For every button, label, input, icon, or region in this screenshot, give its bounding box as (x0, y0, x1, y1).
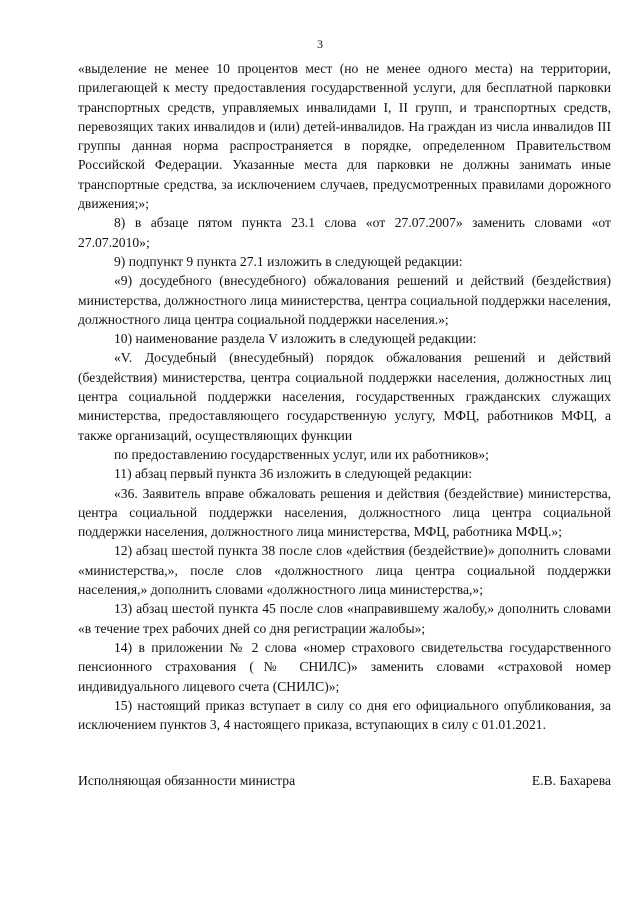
paragraph-quote-section-v-end: по предоставлению государственных услуг, или их работников»; (114, 446, 489, 462)
document-body (78, 59, 611, 734)
signatory-name: Е.В. Бахарева (531, 773, 611, 788)
paragraph-item-13: 13) абзац шестой пункта 45 после слов «направившему жалобу,» дополнить словами «в течение трех рабочих дней со дня регистрации жалобы»; (78, 601, 611, 636)
paragraph-quote-36: «36. Заявитель вправе обжаловать решения и действия (бездействие) министерства, центра социальной поддержки населения, должностного лица центра социальной поддержки населения, должностного лица министерства, МФЦ, работника МФЦ.»; (78, 485, 611, 540)
paragraph-item-10: 10) наименование раздела V изложить в следующей редакции: (114, 331, 477, 347)
paragraph-quote-9: «9) досудебного (внесудебного) обжалования решений и действий (бездействия) министерства, должностного лица министерства, центра социальной поддержки населения, должностного лица центра социальной поддержки населения.»; (78, 273, 611, 327)
signature-block (78, 771, 611, 790)
paragraph-item-15: 15) настоящий приказ вступает в силу со дня его официального опубликования, за исключением пунктов 3, 4 настоящего приказа, вступающих в силу с 01.01.2021. (78, 697, 611, 733)
paragraph-item-14: 14) в приложении № 2 слова «номер страхового свидетельства государственного пенсионного страхования (№ СНИЛС)» заменить словами «страховой номер индивидуального лицевого счета (СНИЛС)»; (78, 639, 611, 694)
paragraph-item-9: 9) подпункт 9 пункта 27.1 изложить в следующей редакции: (114, 253, 463, 269)
paragraph-quote-section-v: «V. Досудебный (внесудебный) порядок обжалования решений и действий (бездействия) министерства, центра социальной поддержки населения, должностных лиц центра социальной поддержки населения, государственных гражданских служащих министерства, предоставляющего государственную услугу, МФЦ, работников МФЦ, а также организаций, осуществляющих функции (78, 350, 611, 443)
paragraph-item-8: 8) в абзаце пятом пункта 23.1 слова «от 27.07.2007» заменить словами «от 27.07.2010»; (78, 215, 611, 250)
page-number: 3 (317, 37, 323, 51)
paragraph-item-11: 11) абзац первый пункта 36 изложить в следующей редакции: (114, 466, 473, 482)
paragraph-quote-parking: «выделение не менее 10 процентов мест (но не менее одного места) на территории, прилегающей к месту предоставления государственной услуги, для бесплатной парковки транспортных средств, управляемых инвалидами I, II групп, и транспортных средств, перевозящих таких инвалидов и (или) детей-инвалидов. На граждан из числа инвалидов III группы данная норма распространяется в порядке, определенном Правительством Российской Федерации. Указанные места для парковки не должны занимать иные транспортные средства, за исключением случаев, предусмотренных правилами дорожного движения;»; (78, 61, 611, 212)
paragraph-item-12: 12) абзац шестой пункта 38 после слов «действия (бездействие)» дополнить словами «министерства,», после слов «должностного лица центра социальной поддержки населения,» дополнить словами «должностного лица министерства,»; (78, 543, 611, 598)
signatory-position: Исполняющая обязанности министра (78, 773, 296, 788)
